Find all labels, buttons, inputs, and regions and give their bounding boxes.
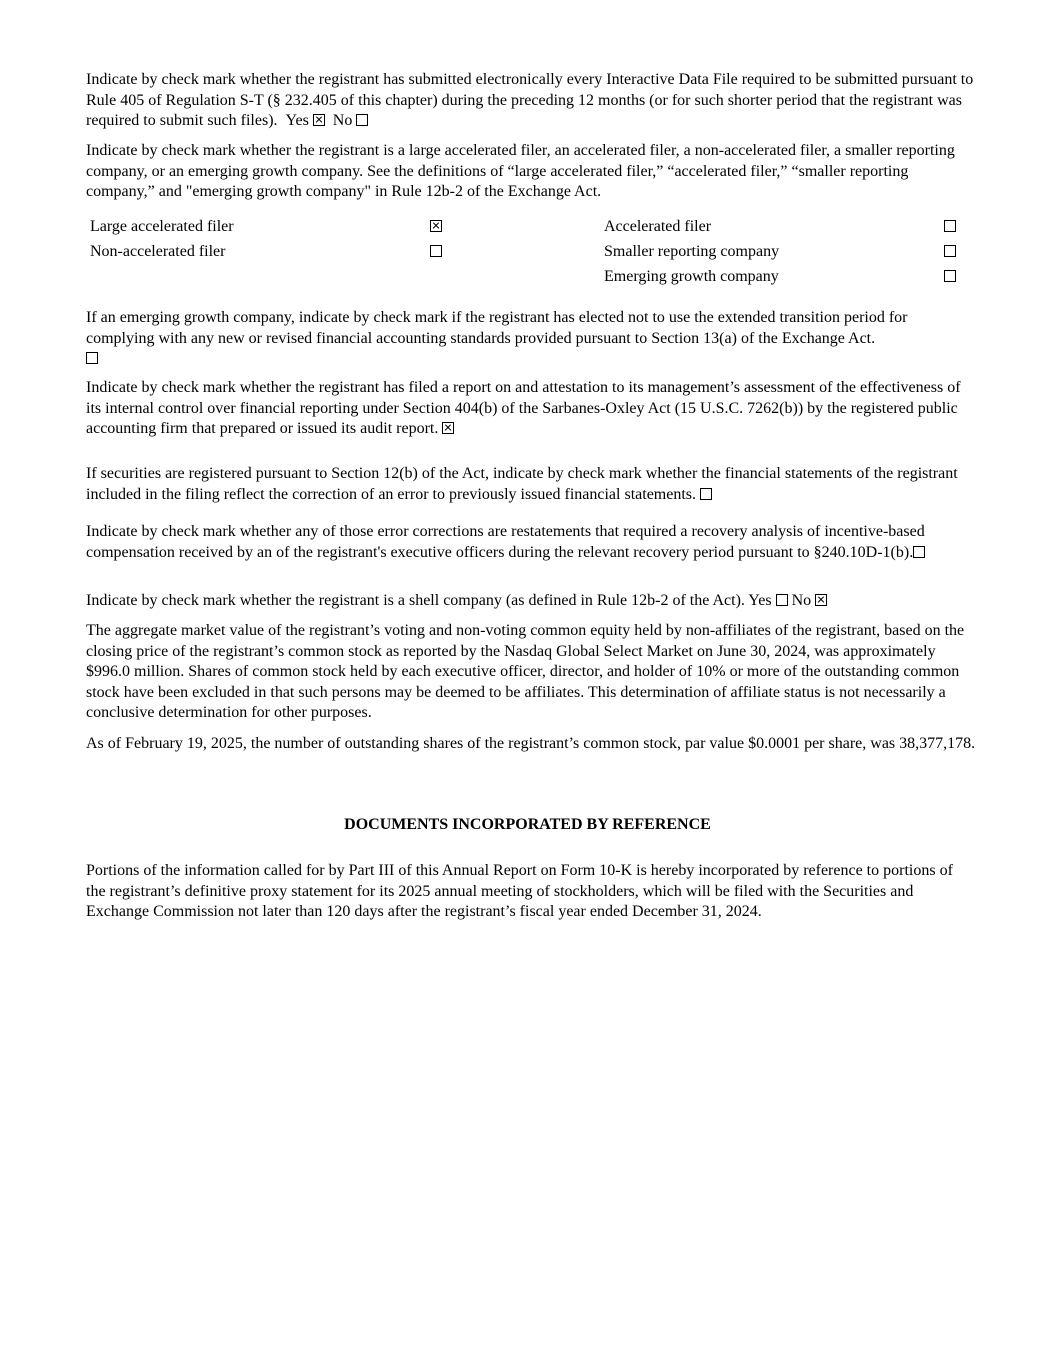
interactive-data-paragraph xyxy=(86,70,976,132)
internal-control-text: Indicate by check mark whether the registrant has filed a report on and attestation to its management’s assessment of the effectiveness of its internal control over financial reporting under Section 404(b) of the Sarbanes-Oxley Act (15 U.S.C. 7262(b)) by the registered public accounting firm that prepared or issued its audit report. xyxy=(86,379,961,437)
market-value-paragraph: The aggregate market value of the registrant’s voting and non-voting common equity held by non-affiliates of the registrant, based on the closing price of the registrant’s common stock as reported by the Nasdaq Global Select Market on June 30, 2024, was approximately $996.0 million. Shares of common stock held by each executive officer, director, and holder of 10% or more of the outstanding common stock have been excluded in that such persons may be deemed to be affiliates. This determination of affiliate status is not necessarily a conclusive determination for other purposes. xyxy=(86,622,965,721)
accelerated-filer-label: Accelerated filer xyxy=(604,218,712,235)
documents-incorporated-heading: DOCUMENTS INCORPORATED BY REFERENCE xyxy=(344,816,711,833)
shell-company-text: Indicate by check mark whether the registrant is a shell company (as defined in Rule 12b-2 of the Act). xyxy=(86,592,745,609)
emerging-growth-company-checkbox[interactable] xyxy=(944,267,956,288)
shell-company-no-label: No xyxy=(791,592,812,609)
large-accelerated-filer-checkbox[interactable] xyxy=(430,217,442,238)
smaller-reporting-company-checkbox[interactable] xyxy=(944,242,956,263)
interactive-data-yes-label: Yes xyxy=(285,112,309,129)
recovery-analysis-paragraph xyxy=(86,522,976,563)
error-correction-empty-box-icon[interactable] xyxy=(700,488,712,500)
interactive-data-no-empty-box-icon[interactable] xyxy=(356,114,368,126)
non-accelerated-filer-label: Non-accelerated filer xyxy=(90,243,226,260)
checked-box-icon xyxy=(430,220,442,232)
emerging-growth-company-label: Emerging growth company xyxy=(604,268,779,285)
error-correction-paragraph xyxy=(86,464,976,505)
incorporation-by-reference-paragraph: Portions of the information called for by Part III of this Annual Report on Form 10-K is hereby incorporated by reference to portions of the registrant’s definitive proxy statement for its 2025 annual meeting of stockholders, which will be filed with the Securities and Exchange Commission not later than 120 days after the registrant’s fiscal year ended December 31, 2024. xyxy=(86,862,953,920)
recovery-analysis-text: Indicate by check mark whether any of those error corrections are restatements that required a recovery analysis of incentive-based compensation received by an of the registrant's executive officers during the relevant recovery period pursuant to §240.10D-1(b). xyxy=(86,523,925,561)
shell-company-no-checked-box-icon[interactable] xyxy=(815,594,827,606)
accelerated-filer-checkbox[interactable] xyxy=(944,217,956,238)
shell-company-yes-empty-box-icon[interactable] xyxy=(776,594,788,606)
interactive-data-no-label: No xyxy=(332,112,353,129)
shell-company-yes-label: Yes xyxy=(748,592,772,609)
interactive-data-text: Indicate by check mark whether the registrant has submitted electronically every Interactive Data File required to be submitted pursuant to Rule 405 of Regulation S-T (§ 232.405 of this chapter) during the preceding 12 months (or for such shorter period that the registrant was required to submit such files). xyxy=(86,71,974,129)
error-correction-text: If securities are registered pursuant to Section 12(b) of the Act, indicate by check mark whether the financial statements of the registrant included in the filing reflect the correction of an error to previously issued financial statements. xyxy=(86,465,958,503)
smaller-reporting-company-label: Smaller reporting company xyxy=(604,243,780,260)
empty-box-icon xyxy=(944,220,956,232)
shell-company-paragraph xyxy=(86,591,976,612)
emerging-growth-paragraph xyxy=(86,308,976,370)
filer-type-paragraph: Indicate by check mark whether the registrant is a large accelerated filer, an accelerated filer, a non-accelerated filer, a smaller reporting company, or an emerging growth company. See the definitions of “large accelerated filer,” “accelerated filer,” “smaller reporting company,” and "emerging growth company" in Rule 12b-2 of the Exchange Act. xyxy=(86,142,955,200)
non-accelerated-filer-checkbox[interactable] xyxy=(430,242,442,263)
outstanding-shares-paragraph: As of February 19, 2025, the number of outstanding shares of the registrant’s common stock, par value $0.0001 per share, was 38,377,178. xyxy=(86,735,976,752)
emerging-growth-empty-box-icon[interactable] xyxy=(86,352,98,364)
empty-box-icon xyxy=(944,245,956,257)
emerging-growth-text: If an emerging growth company, indicate by check mark if the registrant has elected not to use the extended transition period for complying with any new or revised financial accounting standards provided pursuant to Section 13(a) of the Exchange Act. xyxy=(86,309,908,347)
empty-box-icon xyxy=(430,245,442,257)
interactive-data-yes-checked-box-icon[interactable] xyxy=(313,114,325,126)
empty-box-icon xyxy=(944,270,956,282)
large-accelerated-filer-label: Large accelerated filer xyxy=(90,218,234,235)
internal-control-paragraph xyxy=(86,378,976,440)
internal-control-checked-box-icon[interactable] xyxy=(442,422,454,434)
recovery-analysis-empty-box-icon[interactable] xyxy=(913,546,925,558)
